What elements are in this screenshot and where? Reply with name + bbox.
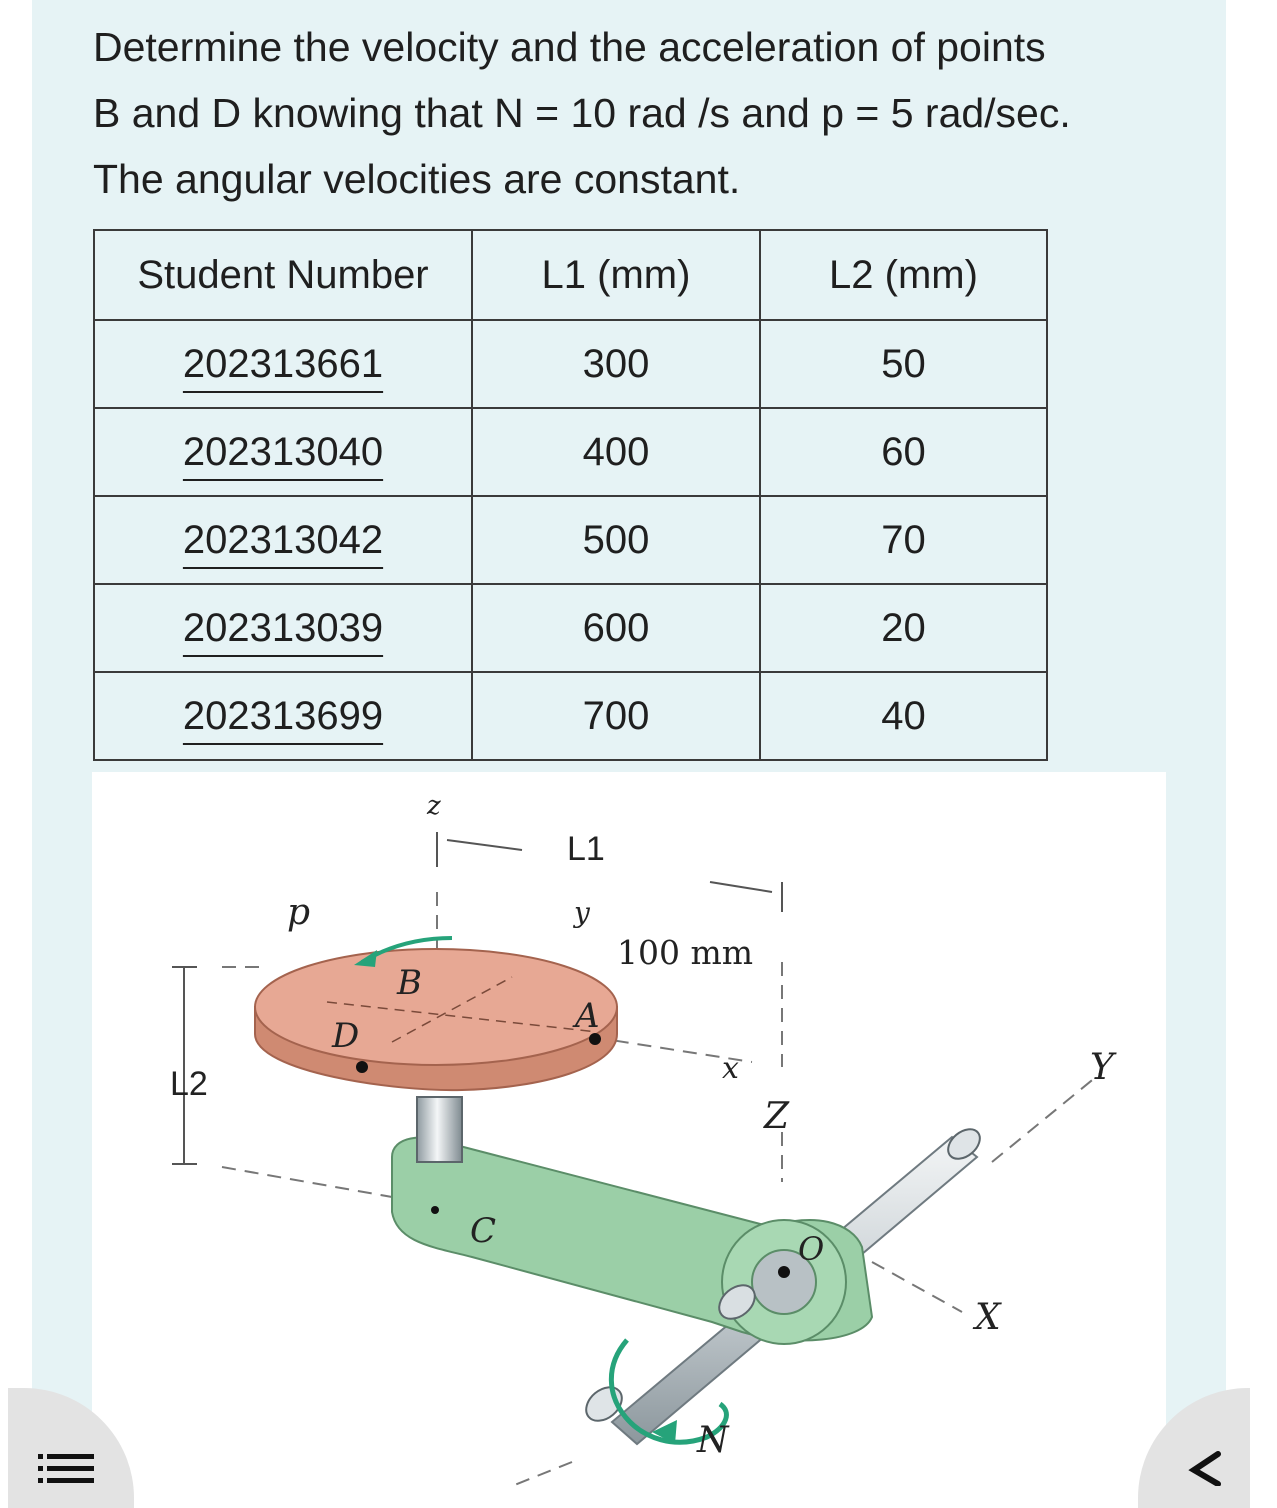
point-o <box>778 1266 790 1278</box>
student-number-cell[interactable] <box>94 672 472 760</box>
l2-cell: 50 <box>760 320 1047 408</box>
label-a: A <box>575 996 600 1036</box>
label-z: Z <box>764 1096 790 1137</box>
l1-cell: 400 <box>472 408 760 496</box>
label-x-small: x <box>722 1051 739 1086</box>
question-line-2: B and D knowing that N = 10 rad /s and p = 5 rad/sec. <box>93 90 1071 136</box>
label-o: O <box>798 1230 825 1268</box>
student-number-link[interactable]: 202313040 <box>182 429 384 474</box>
l1-cell: 500 <box>472 496 760 584</box>
mechanism-figure <box>92 772 1166 1486</box>
label-l2: L2 <box>170 1065 208 1103</box>
point-c <box>431 1206 439 1214</box>
label-n: N <box>697 1420 729 1461</box>
header-l2: L2 (mm) <box>760 230 1047 320</box>
student-number-link[interactable]: 202313042 <box>182 517 384 562</box>
label-l1: L1 <box>567 830 605 868</box>
l2-cell: 60 <box>760 408 1047 496</box>
point-d <box>356 1061 368 1073</box>
student-number-link[interactable]: 202313699 <box>182 693 384 738</box>
l1-cell: 300 <box>472 320 760 408</box>
disk <box>255 949 617 1090</box>
student-number-link[interactable]: 202313039 <box>182 605 384 650</box>
question-line-1: Determine the velocity and the acceleration of points <box>93 24 1046 70</box>
vertical-shaft <box>417 1097 462 1162</box>
label-y: Y <box>1090 1047 1114 1088</box>
list-icon[interactable] <box>38 1454 94 1486</box>
table-header-row <box>94 230 1047 320</box>
student-data-table <box>93 229 1048 761</box>
label-y-small: y <box>574 896 590 929</box>
label-d: D <box>332 1016 360 1056</box>
table-row <box>94 320 1047 408</box>
student-number-cell[interactable] <box>94 408 472 496</box>
label-z-small: z <box>427 791 441 821</box>
question-text <box>93 14 1213 212</box>
student-number-cell[interactable] <box>94 584 472 672</box>
l1-cell: 700 <box>472 672 760 760</box>
table-row <box>94 584 1047 672</box>
label-b: B <box>397 963 422 1003</box>
l2-cell: 20 <box>760 584 1047 672</box>
chevron-left-icon[interactable] <box>1184 1450 1224 1486</box>
label-distance: 100 mm <box>617 933 754 972</box>
label-c: C <box>470 1211 497 1251</box>
header-student-number: Student Number <box>94 230 472 320</box>
table-row <box>94 672 1047 760</box>
l1-cell: 600 <box>472 584 760 672</box>
l2-cell: 40 <box>760 672 1047 760</box>
label-p: p <box>287 892 311 933</box>
l1-dimension <box>437 832 782 912</box>
table-row <box>94 496 1047 584</box>
l2-cell: 70 <box>760 496 1047 584</box>
label-x: X <box>975 1297 1001 1338</box>
student-number-cell[interactable] <box>94 496 472 584</box>
mechanism-diagram <box>92 772 1166 1486</box>
student-number-cell[interactable] <box>94 320 472 408</box>
student-number-link[interactable]: 202313661 <box>182 341 384 386</box>
question-line-3: The angular velocities are constant. <box>93 156 741 202</box>
table-row <box>94 408 1047 496</box>
header-l1: L1 (mm) <box>472 230 760 320</box>
